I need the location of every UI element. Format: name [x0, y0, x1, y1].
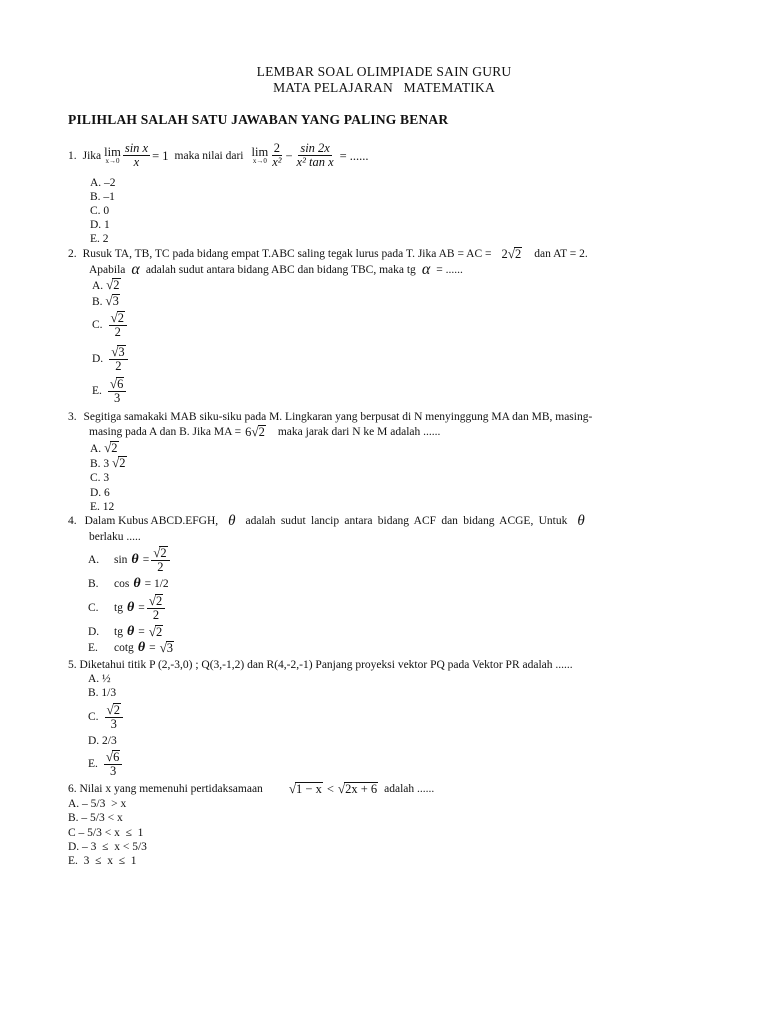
- q4-option-b[interactable]: B. cos θ = 1/2: [88, 576, 169, 591]
- q3-option-d[interactable]: D. 6: [90, 487, 110, 499]
- q2-option-b[interactable]: B. √ 3: [92, 293, 119, 309]
- q3-line2-b: maka jarak dari N ke M adalah ......: [277, 426, 441, 439]
- q4-option-e[interactable]: E. cotg θ = √ 3: [88, 640, 174, 656]
- question-2-line1: [68, 247, 588, 261]
- q4-option-d[interactable]: D. tg θ = √ 2: [88, 624, 163, 640]
- q4-line2: berlaku .....: [89, 531, 141, 543]
- theta-symbol: θ: [577, 513, 585, 529]
- q1-lim-1: lim x→0: [104, 144, 121, 166]
- q1-option-e[interactable]: E. 2: [90, 233, 109, 245]
- theta-symbol: θ: [137, 640, 146, 656]
- q1-minus: −: [285, 148, 293, 163]
- q1-eq-1: = 1: [152, 148, 169, 163]
- q5-number: 5.: [68, 659, 77, 671]
- q4-line1-a: Dalam Kubus ABCD.EFGH,: [84, 515, 219, 527]
- q2-number: 2.: [68, 248, 77, 261]
- q1-text-c: = ......: [339, 148, 369, 163]
- q1-fraction-sin2x: $\frac{\sin 2x}{\text{x² tan x}}$: [296, 141, 334, 170]
- q2-line2-c: = ......: [436, 264, 463, 276]
- question-1: [68, 142, 369, 169]
- q2-value: 2 √ 2: [501, 246, 522, 262]
- q2-option-d[interactable]: D. √ 3 2: [92, 345, 130, 374]
- q1-fraction-sinx-over-x: $\frac{\text{sin x}}{x}$: [124, 141, 149, 170]
- q6-sqrt-2: √ 2x + 6: [337, 781, 378, 797]
- q6-option-d[interactable]: D. – 3 ≤ x < 5/3: [68, 841, 147, 853]
- question-4-line1: [68, 514, 698, 528]
- q1-lim-2: lim x→0: [251, 144, 269, 166]
- doc-title-line2: MATA PELAJARAN MATEMATIKA: [273, 80, 495, 95]
- q6-option-c[interactable]: C – 5/3 < x ≤ 1: [68, 827, 144, 839]
- q2-line1: Rusuk TA, TB, TC pada bidang empat T.ABC saling tegak lurus pada T. Jika AB = AC =: [82, 248, 492, 261]
- q6-option-b[interactable]: B. – 5/3 < x: [68, 812, 123, 824]
- q6-line1-b: adalah ......: [384, 783, 435, 796]
- q2-line1-end: dan AT = 2.: [534, 248, 588, 261]
- q3-option-b[interactable]: B. 3 √ 2: [90, 455, 126, 471]
- question-2-line2: [89, 263, 463, 277]
- q5-option-a[interactable]: A. ½: [88, 673, 111, 685]
- q2-option-a[interactable]: A. √ 2: [92, 277, 120, 293]
- q6-option-e[interactable]: E. 3 ≤ x ≤ 1: [68, 855, 137, 867]
- q6-sqrt-1: √ 1 − x: [288, 781, 322, 797]
- q4-line1-b: adalah sudut lancip antara bidang ACF dan bidang ACGE, Untuk: [245, 515, 568, 527]
- question-3-line2: [89, 425, 440, 439]
- instruction-heading: PILIHLAH SALAH SATU JAWABAN YANG PALING BENAR: [68, 112, 449, 127]
- question-5-line1: [68, 658, 573, 672]
- q4-number: 4.: [68, 515, 77, 527]
- q3-option-c[interactable]: C. 3: [90, 472, 110, 484]
- q2-option-e[interactable]: E. √ 6 3: [92, 377, 128, 406]
- question-6-line1: [68, 782, 434, 796]
- q5-option-c[interactable]: C. √ 2 3: [88, 703, 125, 732]
- q3-number: 3.: [68, 411, 77, 423]
- theta-symbol: θ: [133, 576, 141, 591]
- alpha-symbol: α: [131, 261, 140, 278]
- q5-line1: Diketahui titik P (2,-3,0) ; Q(3,-1,2) dan R(4,-2,-1) Panjang proyeksi vektor PQ pada Vektor PR adalah ......: [79, 659, 573, 671]
- q2-line2-a: Apabila: [89, 264, 126, 276]
- q5-option-b[interactable]: B. 1/3: [88, 687, 117, 699]
- q1-text-b: maka nilai dari: [174, 149, 244, 162]
- q3-option-a[interactable]: A. √ 2: [90, 440, 118, 456]
- q2-line2-b: adalah sudut antara bidang ABC dan bidang TBC, maka tg: [145, 264, 416, 276]
- q1-option-b[interactable]: B. –1: [90, 191, 115, 203]
- q4-option-a[interactable]: A. sin θ = √ 2 2: [88, 546, 172, 575]
- q6-less-than: <: [326, 782, 334, 797]
- q3-ma-value: 6 √ 2: [245, 424, 265, 440]
- q4-option-c[interactable]: C. tg θ = √ 2 2: [88, 594, 167, 623]
- q3-line1: Segitiga samakaki MAB siku-siku pada M. Lingkaran yang berpusat di N menyinggung MA dan MB, masing-: [83, 411, 593, 423]
- theta-symbol: θ: [126, 624, 135, 640]
- q5-option-e[interactable]: E. √ 6 3: [88, 750, 124, 779]
- q2-option-c[interactable]: C. √ 2 2: [92, 311, 129, 340]
- theta-symbol: θ: [131, 552, 139, 568]
- q3-line2-a: masing pada A dan B. Jika MA =: [89, 426, 242, 439]
- q1-option-a[interactable]: A. –2: [90, 177, 116, 189]
- q6-option-a[interactable]: A. – 5/3 > x: [68, 798, 127, 810]
- q1-option-d[interactable]: D. 1: [90, 219, 110, 231]
- q1-option-c[interactable]: C. 0: [90, 205, 110, 217]
- q5-option-d[interactable]: D. 2/3: [88, 735, 117, 747]
- theta-symbol: θ: [228, 513, 236, 529]
- question-3-line1: [68, 410, 592, 424]
- alpha-symbol: α: [421, 261, 431, 278]
- q6-line1-a: 6. Nilai x yang memenuhi pertidaksamaan: [68, 783, 263, 796]
- q3-option-e[interactable]: E. 12: [90, 501, 115, 513]
- q1-fraction-2-over-x2: $\frac{2}{\text{x²}}$: [272, 141, 282, 170]
- q1-text-a: Jika: [82, 149, 102, 162]
- q1-number: 1.: [68, 149, 77, 162]
- theta-symbol: θ: [126, 600, 135, 616]
- doc-title-line1: LEMBAR SOAL OLIMPIADE SAIN GURU: [256, 64, 512, 79]
